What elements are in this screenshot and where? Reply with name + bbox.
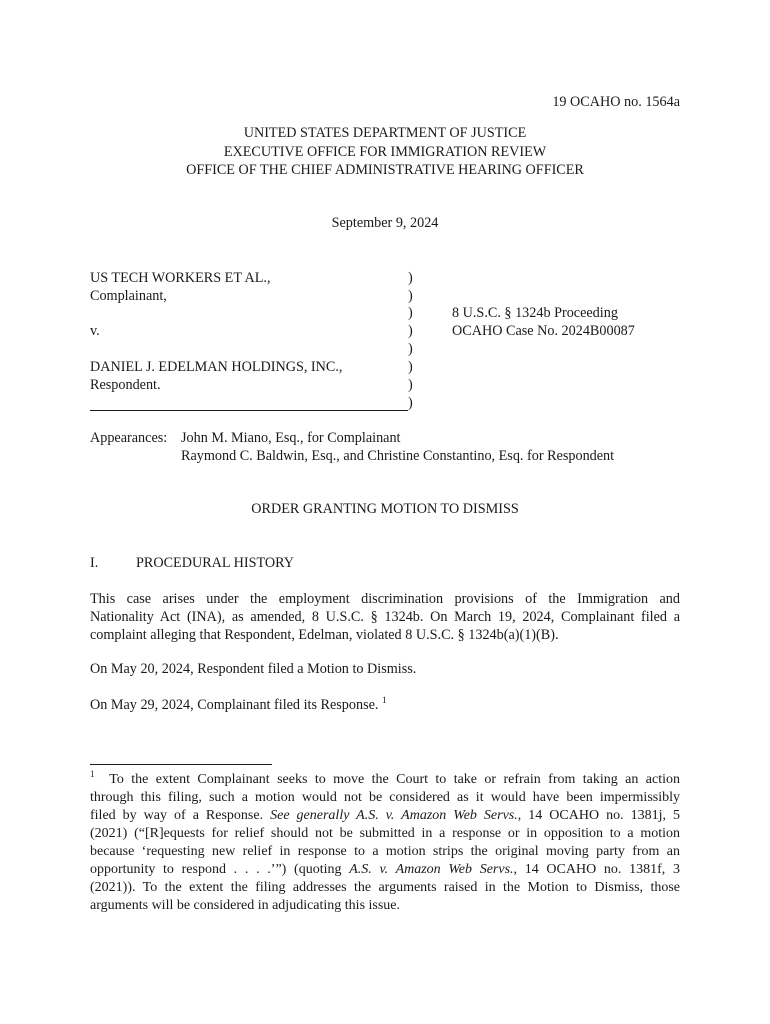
caption-paren: ) xyxy=(408,288,413,304)
appearances-label: Appearances: xyxy=(90,430,168,446)
case-citation-italic: A.S. v. Amazon Web Servs. xyxy=(349,862,514,877)
respondent-role: Respondent. xyxy=(90,377,161,393)
caption-paren: ) xyxy=(408,270,413,286)
order-title: ORDER GRANTING MOTION TO DISMISS xyxy=(251,501,519,517)
caption-paren: ) xyxy=(408,395,413,411)
footnote-line xyxy=(90,861,680,879)
footnote-line: (2021) (“[R]equests for relief should not be submitted in a response or in opposition to a motion xyxy=(90,826,680,841)
footnote-line: through this filing, such a motion would not be considered as it would have been impermissibly xyxy=(90,790,680,805)
caption-paren: ) xyxy=(408,305,413,321)
footnote-text: opportunity to respond . . . .’”) (quoting xyxy=(90,862,350,877)
agency-line-ocaho: OFFICE OF THE CHIEF ADMINISTRATIVE HEARING OFFICER xyxy=(186,162,584,178)
document-date: September 9, 2024 xyxy=(331,215,439,231)
footnote-line: arguments will be considered in adjudicating this issue. xyxy=(90,898,401,913)
footnote-text: filed by way of a Response. xyxy=(90,808,271,823)
footnote-line: because ‘requesting new relief in response to a motion strips the original moving party from an xyxy=(90,844,680,859)
appearance-respondent: Raymond C. Baldwin, Esq., and Christine Constantino, Esq. for Respondent xyxy=(181,448,615,464)
agency-line-doj: UNITED STATES DEPARTMENT OF JUSTICE xyxy=(243,125,527,141)
versus: v. xyxy=(90,323,100,339)
paragraph-response-filed xyxy=(90,697,387,714)
complainant-name: US TECH WORKERS ET AL., xyxy=(90,270,271,286)
footnote-reference: 1 xyxy=(382,695,387,705)
paragraph-procedural-history xyxy=(90,590,680,644)
footnote-marker: 1 xyxy=(90,769,95,779)
agency-line-eoir: EXECUTIVE OFFICE FOR IMMIGRATION REVIEW xyxy=(223,144,547,160)
caption-underline xyxy=(90,410,408,411)
footnote-text: , 14 OCAHO no. 1381j, 5 xyxy=(517,808,680,823)
footnote-text: , 14 OCAHO no. 1381f, 3 xyxy=(513,862,680,877)
paragraph-line: complaint alleging that Respondent, Edelman, violated 8 U.S.C. § 1324b(a)(1)(B). xyxy=(90,627,559,643)
paragraph-motion-filed: On May 20, 2024, Respondent filed a Motion to Dismiss. xyxy=(90,661,417,677)
paragraph-text: On May 29, 2024, Complainant filed its Response. xyxy=(90,697,379,713)
paragraph-line: Nationality Act (INA), as amended, 8 U.S.C. § 1324b. On March 19, 2024, Complainant filed a xyxy=(90,609,680,625)
footnote-separator xyxy=(90,764,272,765)
caption-paren: ) xyxy=(408,377,413,393)
caption-paren: ) xyxy=(408,359,413,375)
footnote-1 xyxy=(90,771,680,915)
footnote-line: (2021)). To the extent the filing addresses the arguments raised in the Motion to Dismiss, those xyxy=(90,880,680,895)
footnote-text: To the extent Complainant seeks to move the Court to take or refrain from taking an action xyxy=(109,772,680,787)
respondent-name: DANIEL J. EDELMAN HOLDINGS, INC., xyxy=(90,359,343,375)
footnote-line xyxy=(90,807,680,825)
appearance-complainant: John M. Miano, Esq., for Complainant xyxy=(181,430,401,446)
caption-paren: ) xyxy=(408,323,413,339)
section-number: I. xyxy=(90,555,99,571)
case-citation-italic: See generally A.S. v. Amazon Web Servs. xyxy=(270,808,518,823)
footnote-line xyxy=(90,771,680,789)
citation: 19 OCAHO no. 1564a xyxy=(552,94,680,110)
paragraph-line: This case arises under the employment discrimination provisions of the Immigration and xyxy=(90,591,680,607)
proceeding-type: 8 U.S.C. § 1324b Proceeding xyxy=(452,305,618,321)
case-number: OCAHO Case No. 2024B00087 xyxy=(452,323,635,339)
caption-paren: ) xyxy=(408,341,413,357)
complainant-role: Complainant, xyxy=(90,288,167,304)
section-title: PROCEDURAL HISTORY xyxy=(136,555,295,571)
